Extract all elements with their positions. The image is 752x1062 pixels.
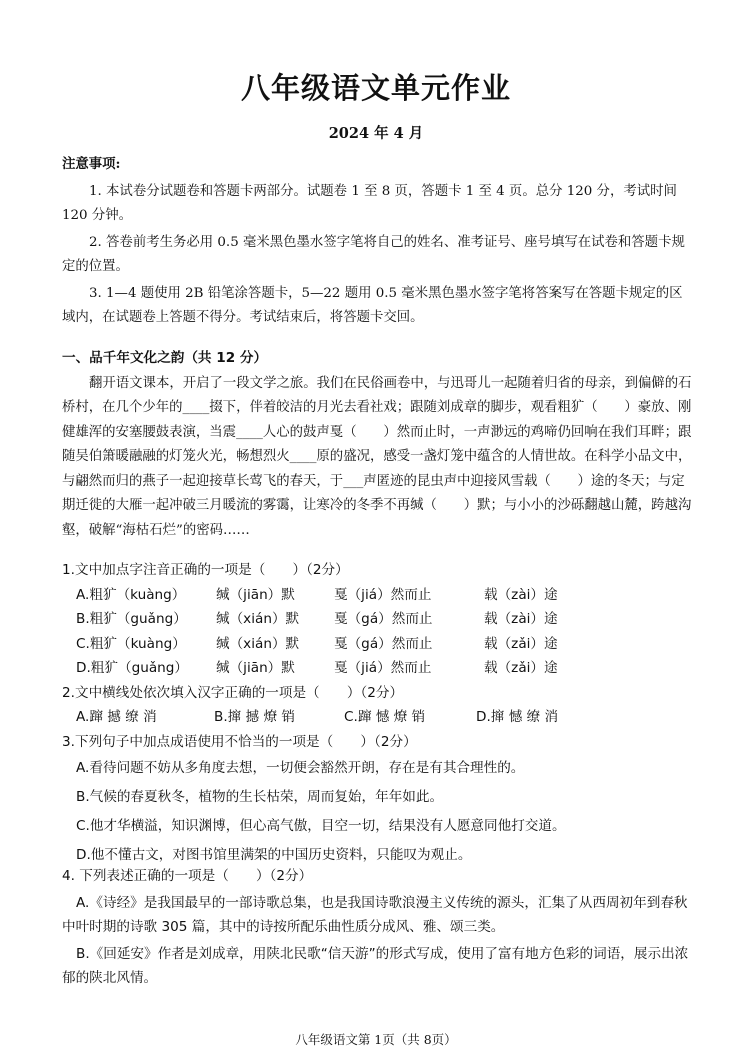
option-part: 缄（xián）默 xyxy=(216,611,300,627)
q1-option-b xyxy=(62,607,694,632)
option-part: 戛（gá）然而止 xyxy=(334,611,433,627)
question-3-stem: 3.下列句子中加点成语使用不恰当的一项是（ ）（2分） xyxy=(62,733,417,750)
option-part: B.粗犷（guǎng） xyxy=(76,611,187,627)
q2-option-a: A.蹿 撼 缭 消 xyxy=(76,709,157,725)
option-part: 缄（jiān）默 xyxy=(216,586,295,603)
q4-option-a: A.《诗经》是我国最早的一部诗歌总集，也是我国诗歌浪漫主义传统的源头，汇集了从西周初年到春秋中叶时期的诗歌 305 篇，其中的诗按所配乐曲性质分成风、雅、颂三类。 xyxy=(62,894,688,935)
q2-option-c: C.蹿 憾 燎 销 xyxy=(344,709,426,725)
q3-option-b: B.气候的春夏秋冬，植物的生长枯荣，周而复始，年年如此。 xyxy=(76,789,444,805)
section-one xyxy=(62,346,694,543)
q1-option-c xyxy=(62,632,694,657)
option-part: 载（zài）途 xyxy=(484,586,558,603)
option-part: D.粗犷（guǎng） xyxy=(76,660,188,676)
option-part: 戛（gá）然而止 xyxy=(334,635,433,652)
q1-option-d xyxy=(62,656,694,681)
option-part: 缄（xián）默 xyxy=(216,635,300,652)
q4-option-b: B.《回延安》作者是刘成章，用陕北民歌“信天游”的形式写成，使用了富有地方色彩的词语，展示出浓郁的陕北风情。 xyxy=(62,945,689,986)
q1-option-a xyxy=(62,583,694,608)
question-1 xyxy=(62,558,694,754)
notice-block xyxy=(62,152,694,331)
passage-text: 翻开语文课本，开启了一段文学之旅。我们在民俗画卷中，与迅哥儿一起随着归省的母亲，到偏僻的石桥村，在几个少年的____掇下，伴着皎洁的月光去看社戏；跟随刘成章的脚步，观看粗犷（ ）豪放、刚健雄浑的安塞腰鼓表演，当震____人心的鼓声戛（ ）然而止时，一声渺远的鸡啼仍回响在我们耳畔；跟随吴伯箫暖融融的灯笼火光，畅想烈火____原的盛况，感受一盏灯笼中蕴含的人情世故。在科学小品文中，与翩然而归的燕子一起迎接草长莺飞的春天，于___声匿迹的昆虫声中迎接风雪载（ ）途的冬天；与定期迁徙的大雁一起冲破三月暖流的雾霭，让寒冷的冬季不再缄（ ）默；与小小的沙砾翻越山麓，跨越沟壑，破解“海枯石烂”的密码…… xyxy=(62,375,692,538)
q2-option-d: D.撺 憾 缭 消 xyxy=(476,709,559,725)
q2-options xyxy=(62,705,694,730)
option-part: 缄（jiān）默 xyxy=(216,660,295,676)
notice-item-2: 2. 答卷前考生务必用 0.5 毫米黑色墨水签字笔将自己的姓名、准考证号、座号填写在试卷和答题卡规定的位置。 xyxy=(62,234,685,274)
q3-option-a: A.看待问题不妨从多角度去想，一切便会豁然开朗，存在是有其合理性的。 xyxy=(76,760,525,776)
exam-title: 八年级语文单元作业 xyxy=(240,71,511,105)
exam-date: 2024 年 4 月 xyxy=(328,125,424,142)
notice-item-3: 3. 1—4 题使用 2B 铅笔涂答题卡，5—22 题用 0.5 毫米黑色墨水签字笔将答案写在答题卡规定的区域内，在试题卷上答题不得分。考试结束后，将答题卡交回。 xyxy=(62,285,683,325)
option-part: 戛（jiá）然而止 xyxy=(334,660,432,676)
q3-options xyxy=(62,754,694,870)
section-heading: 一、品千年文化之韵（共 12 分） xyxy=(62,350,268,366)
option-part: A.粗犷（kuàng） xyxy=(76,586,186,603)
question-2-stem: 2.文中横线处依次填入汉字正确的一项是（ ）（2分） xyxy=(62,684,404,701)
option-part: 戛（jiá）然而止 xyxy=(334,586,432,603)
option-part: C.粗犷（kuàng） xyxy=(76,635,186,652)
notice-heading: 注意事项: xyxy=(62,156,121,172)
question-stem: 1.文中加点字注音正确的一项是（ ）（2分） xyxy=(62,562,349,578)
q3-option-d: D.他不懂古文，对图书馆里满架的中国历史资料，只能叹为观止。 xyxy=(76,847,472,863)
q2-option-b: B.撺 撼 燎 销 xyxy=(214,709,295,725)
option-part: 载（zài）途 xyxy=(484,611,558,627)
question-4 xyxy=(62,864,694,991)
option-part: 载（zǎi）途 xyxy=(484,635,558,652)
notice-item-1: 1. 本试卷分试题卷和答题卡两部分。试题卷 1 至 8 页，答题卡 1 至 4 页。总分 120 分，考试时间 120 分钟。 xyxy=(62,183,677,223)
option-part: 载（zǎi）途 xyxy=(484,660,558,676)
page-footer: 八年级语文第 1页（共 8页） xyxy=(295,1032,457,1047)
question-4-stem: 4. 下列表述正确的一项是（ ）（2分） xyxy=(62,868,313,884)
q3-option-c: C.他才华横溢，知识渊博，但心高气傲，目空一切，结果没有人愿意同他打交道。 xyxy=(76,818,566,834)
